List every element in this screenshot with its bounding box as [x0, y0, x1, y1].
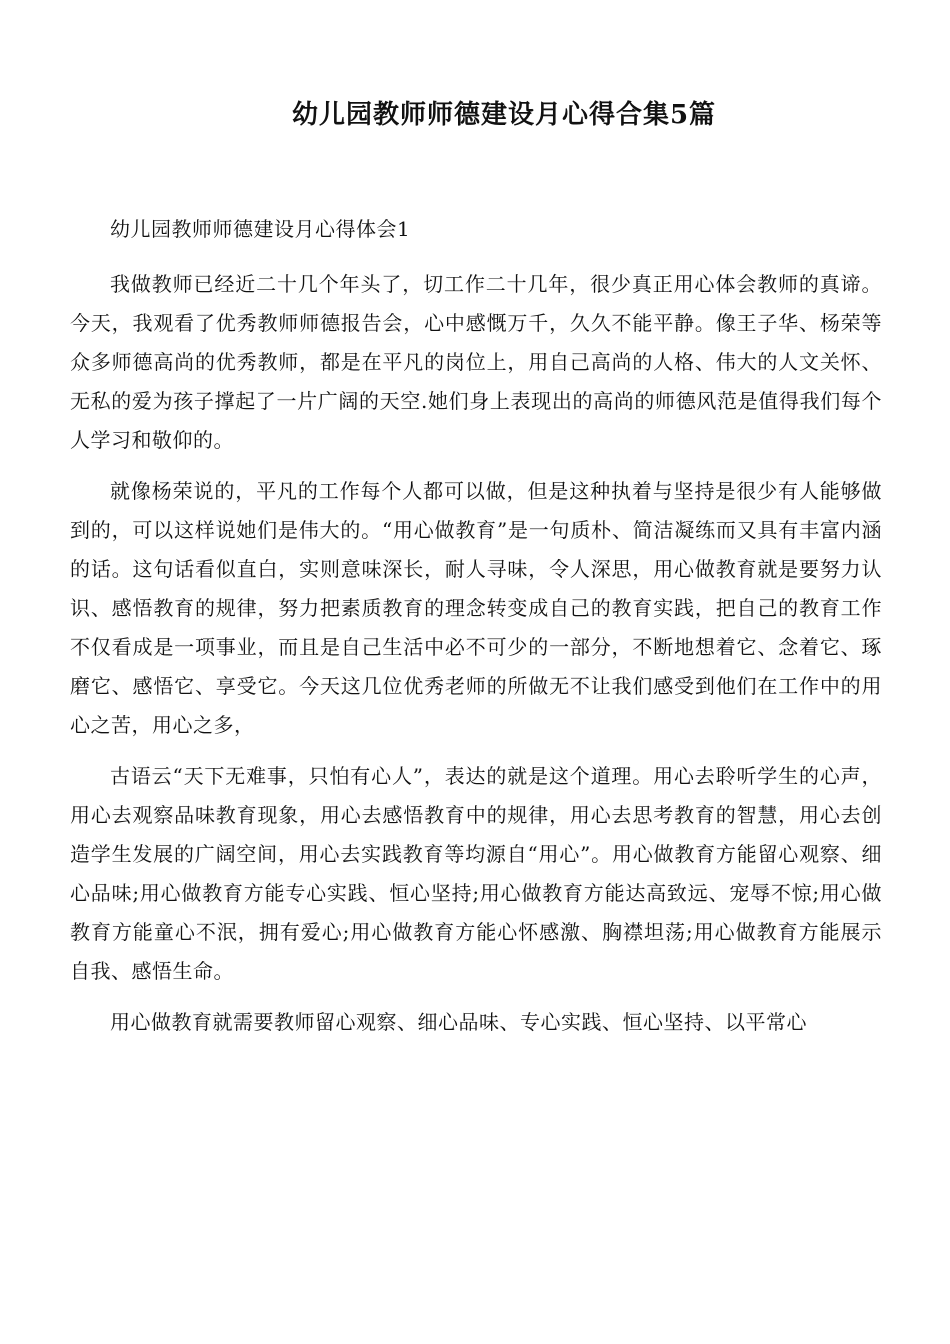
paragraph: 古语云“天下无难事，只怕有心人”，表达的就是这个道理。用心去聆听学生的心声，用心去观察品味教育现象，用心去感悟教育中的规律，用心去思考教育的智慧，用心去创造学生发展的广阔空间，用心去实践教育等均源自“用心”。用心做教育方能留心观察、细心品味;用心做教育方能专心实践、恒心坚持;用心做教育方能达高致远、宠辱不惊;用心做教育方能童心不泯，拥有爱心;用心做教育方能心怀感激、胸襟坦荡;用心做教育方能展示自我、感悟生命。 [70, 764, 882, 983]
paragraph: 我做教师已经近二十几个年头了，切工作二十几年，很少真正用心体会教师的真谛。今天，我观看了优秀教师师德报告会，心中感慨万千，久久不能平静。像王子华、杨荣等众多师德高尚的优秀教师，都是在平凡的岗位上，用自己高尚的人格、伟大的人文关怀、无私的爱为孩子撑起了一片广阔的天空.她们身上表现出的高尚的师德风范是值得我们每个人学习和敬仰的。 [70, 272, 882, 452]
section-heading: 幼儿园教师师德建设月心得体会1 [110, 217, 411, 241]
paragraph: 就像杨荣说的，平凡的工作每个人都可以做，但是这种执着与坚持是很少有人能够做到的，可以这样说她们是伟大的。“用心做教育”是一句质朴、简洁凝练而又具有丰富内涵的话。这句话看似直白，实则意味深长，耐人寻味，令人深思，用心做教育就是要努力认识、感悟教育的规律，努力把素质教育的理念转变成自己的教育实践，把自己的教育工作不仅看成是一项事业，而且是自己生活中必不可少的一部分，不断地想着它、念着它、琢磨它、感悟它、享受它。今天这几位优秀老师的所做无不让我们感受到他们在工作中的用心之苦，用心之多， [70, 479, 882, 737]
document-title: 幼儿园教师师德建设月心得合集5篇 [291, 100, 717, 130]
document-body [70, 210, 882, 1054]
paragraph: 用心做教育就需要教师留心观察、细心品味、专心实践、恒心坚持、以平常心 [110, 1010, 807, 1034]
